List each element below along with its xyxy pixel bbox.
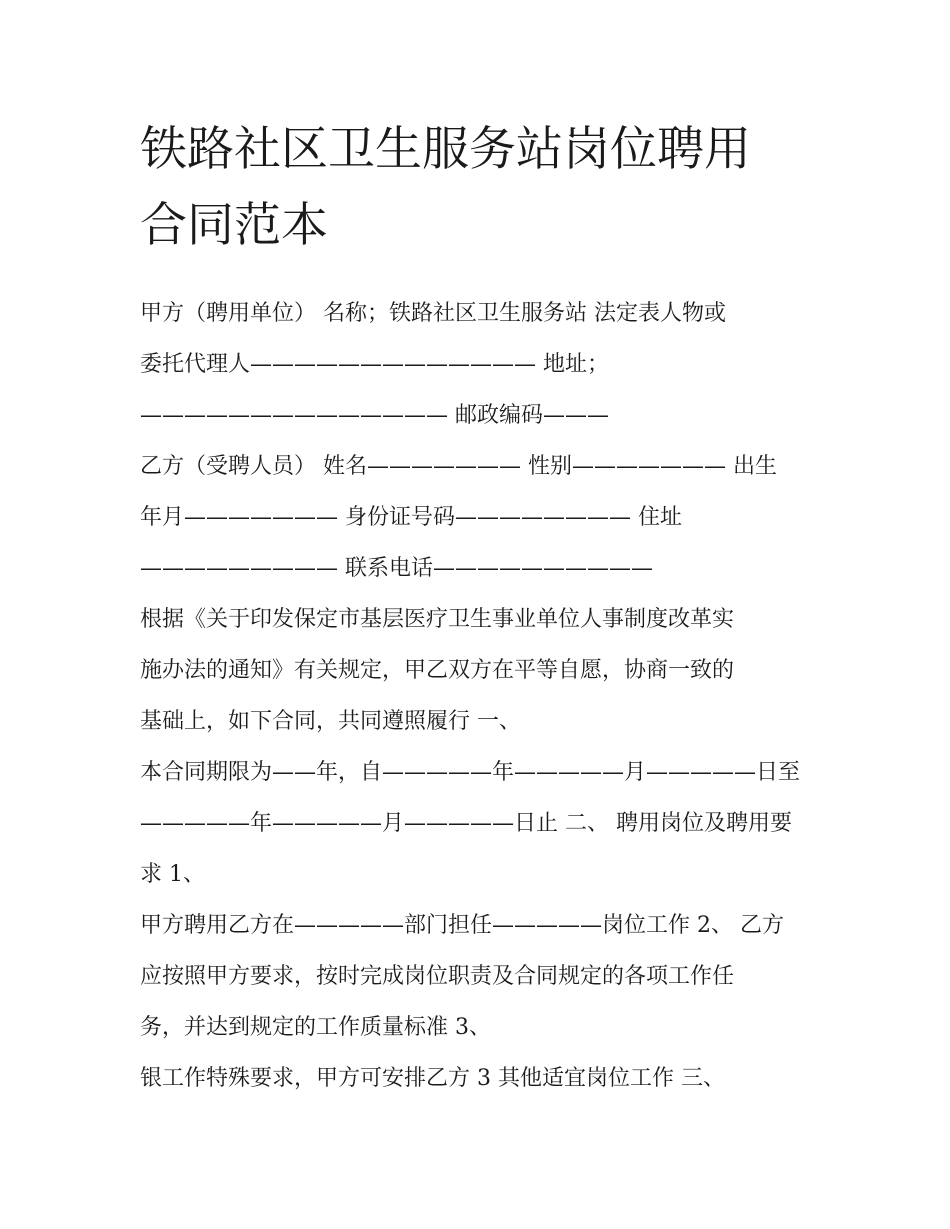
party-b-line-3: ————————— 联系电话—————————— <box>140 556 653 581</box>
preamble-line-2: 施办法的通知》有关规定，甲乙双方在平等自愿，协商一致的 <box>140 658 735 683</box>
document-page <box>140 112 810 1104</box>
term-line-2: —————年—————月—————日止 二、 聘用岗位及聘用要 <box>140 811 792 836</box>
document-title <box>140 112 810 264</box>
preamble-line-1: 根据《关于印发保定市基层医疗卫生事业单位人事制度改革实 <box>140 607 735 632</box>
document-body <box>140 288 810 1104</box>
position-line-2: 应按照甲方要求，按时完成岗位职责及合同规定的各项工作任 <box>140 964 735 989</box>
title-line-1: 铁路社区卫生服务站岗位聘用 <box>140 122 751 177</box>
term-line-3: 求 1、 <box>140 862 205 887</box>
title-line-2: 合同范本 <box>140 198 328 253</box>
preamble-line-3: 基础上，如下合同，共同遵照履行 一、 <box>140 709 521 734</box>
position-line-1: 甲方聘用乙方在—————部门担任—————岗位工作 2、 乙方 <box>140 913 784 938</box>
position-line-4: 银工作特殊要求，甲方可安排乙方 3 其他适宜岗位工作 三、 <box>140 1066 725 1091</box>
term-line-1: 本合同期限为——年，自—————年—————月—————日至 <box>140 760 801 785</box>
position-line-3: 务，并达到规定的工作质量标准 3、 <box>140 1015 491 1040</box>
party-b-line-2: 年月——————— 身份证号码———————— 住址 <box>140 505 682 530</box>
party-a-line-2: 委托代理人————————————— 地址； <box>140 352 609 377</box>
party-a-line-1: 甲方（聘用单位） 名称；铁路社区卫生服务站 法定表人物或 <box>140 301 726 326</box>
party-a-line-3: —————————————— 邮政编码——— <box>140 403 609 428</box>
party-b-line-1: 乙方（受聘人员） 姓名——————— 性别——————— 出生 <box>140 454 777 479</box>
